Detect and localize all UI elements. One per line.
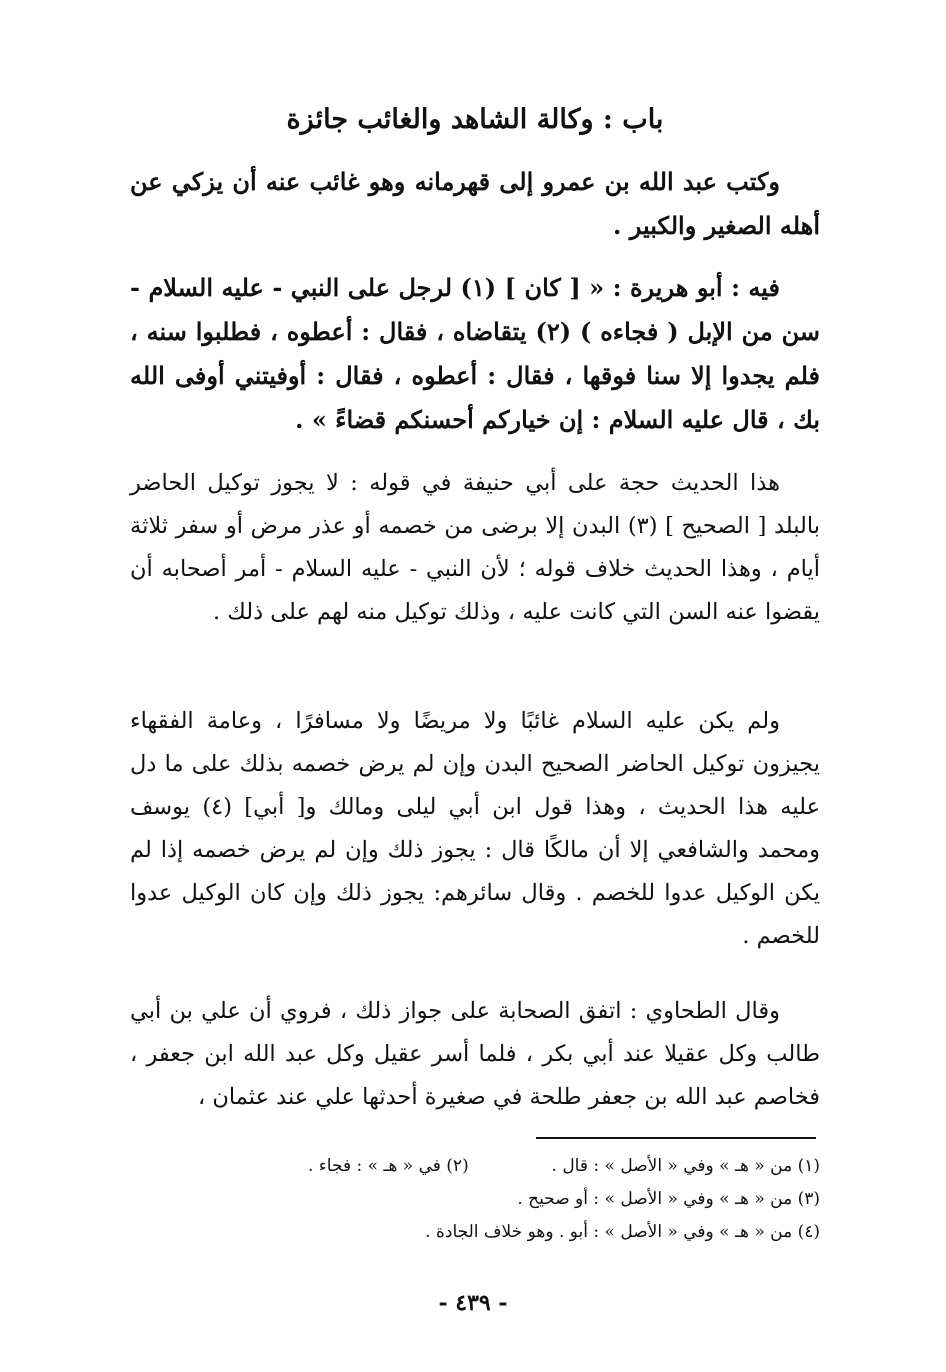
footnote-2: (٢) في « هـ » : فجاء . [308,1156,469,1176]
footnote-divider [536,1137,816,1139]
chapter-heading: باب : وكالة الشاهد والغائب جائزة [286,104,664,135]
paragraph-quote-ibn-amr: وكتب عبد الله بن عمرو إلى قهرمانه وهو غائب عنه أن يزكي عن أهله الصغير والكبير . [130,167,820,240]
footnotes [180,1150,820,1249]
footnote-3: (٣) من « هـ » وفي « الأصل » : أو صحيح . [517,1189,820,1209]
paragraph-commentary-abu-hanifa: هذا الحديث حجة على أبي حنيفة في قوله : لا يجوز توكيل الحاضر بالبلد [ الصحيح ] (٣) البدن إلا برضى من خصمه أو عذر مرض أو سفر ثلاثة أيام ، وهذا الحديث خلاف قوله ؛ لأن النبي - عليه السلام - أمر أصحابه أن يقضوا عنه السن التي كانت عليه ، وذلك توكيل منه لهم على ذلك . [130,470,820,625]
paragraph-commentary-jurists: ولم يكن عليه السلام غائبًا ولا مريضًا ولا مسافرًا ، وعامة الفقهاء يجيزون توكيل الحاضر الصحيح البدن وإن لم يرض خصمه بذلك على ما دل عليه هذا الحديث ، وهذا قول ابن أبي ليلى ومالك و[ أبي] (٤) يوسف ومحمد والشافعي إلا أن مالكًا قال : يجوز ذلك وإن لم يرض خصمه إذا لم يكن الوكيل عدوا للخصم . وقال سائرهم: يجوز ذلك وإن كان الوكيل عدوا للخصم . [130,708,820,949]
footnote-4: (٤) من « هـ » وفي « الأصل » : أبو . وهو خلاف الجادة . [425,1222,820,1242]
footnote-1: (١) من « هـ » وفي « الأصل » : قال . [551,1156,820,1176]
page-number: - ٤٣٩ - [438,1290,508,1316]
paragraph-commentary-tahawi: وقال الطحاوي : اتفق الصحابة على جواز ذلك ، فروي أن علي بن أبي طالب وكل عقيلا عند أبي بكر ، فلما أسر عقيل وكل عبد الله ابن جعفر ، فخاصم عبد الله بن جعفر طلحة في صغيرة أحدثها علي عند عثمان ، [130,998,820,1110]
footnote-row [180,1150,820,1183]
paragraph-hadith-abu-hurayra: فيه : أبو هريرة : « [ كان ] (١) لرجل على النبي - عليه السلام - سن من الإبل ( فجاءه ) (٢) يتقاضاه ، فقال : أعطوه ، فطلبوا سنه ، فلم يجدوا إلا سنا فوقها ، فقال : أعطوه ، فقال : أوفيتني أوفى الله بك ، قال عليه السلام : إن خياركم أحسنكم قضاءً » . [130,273,820,434]
